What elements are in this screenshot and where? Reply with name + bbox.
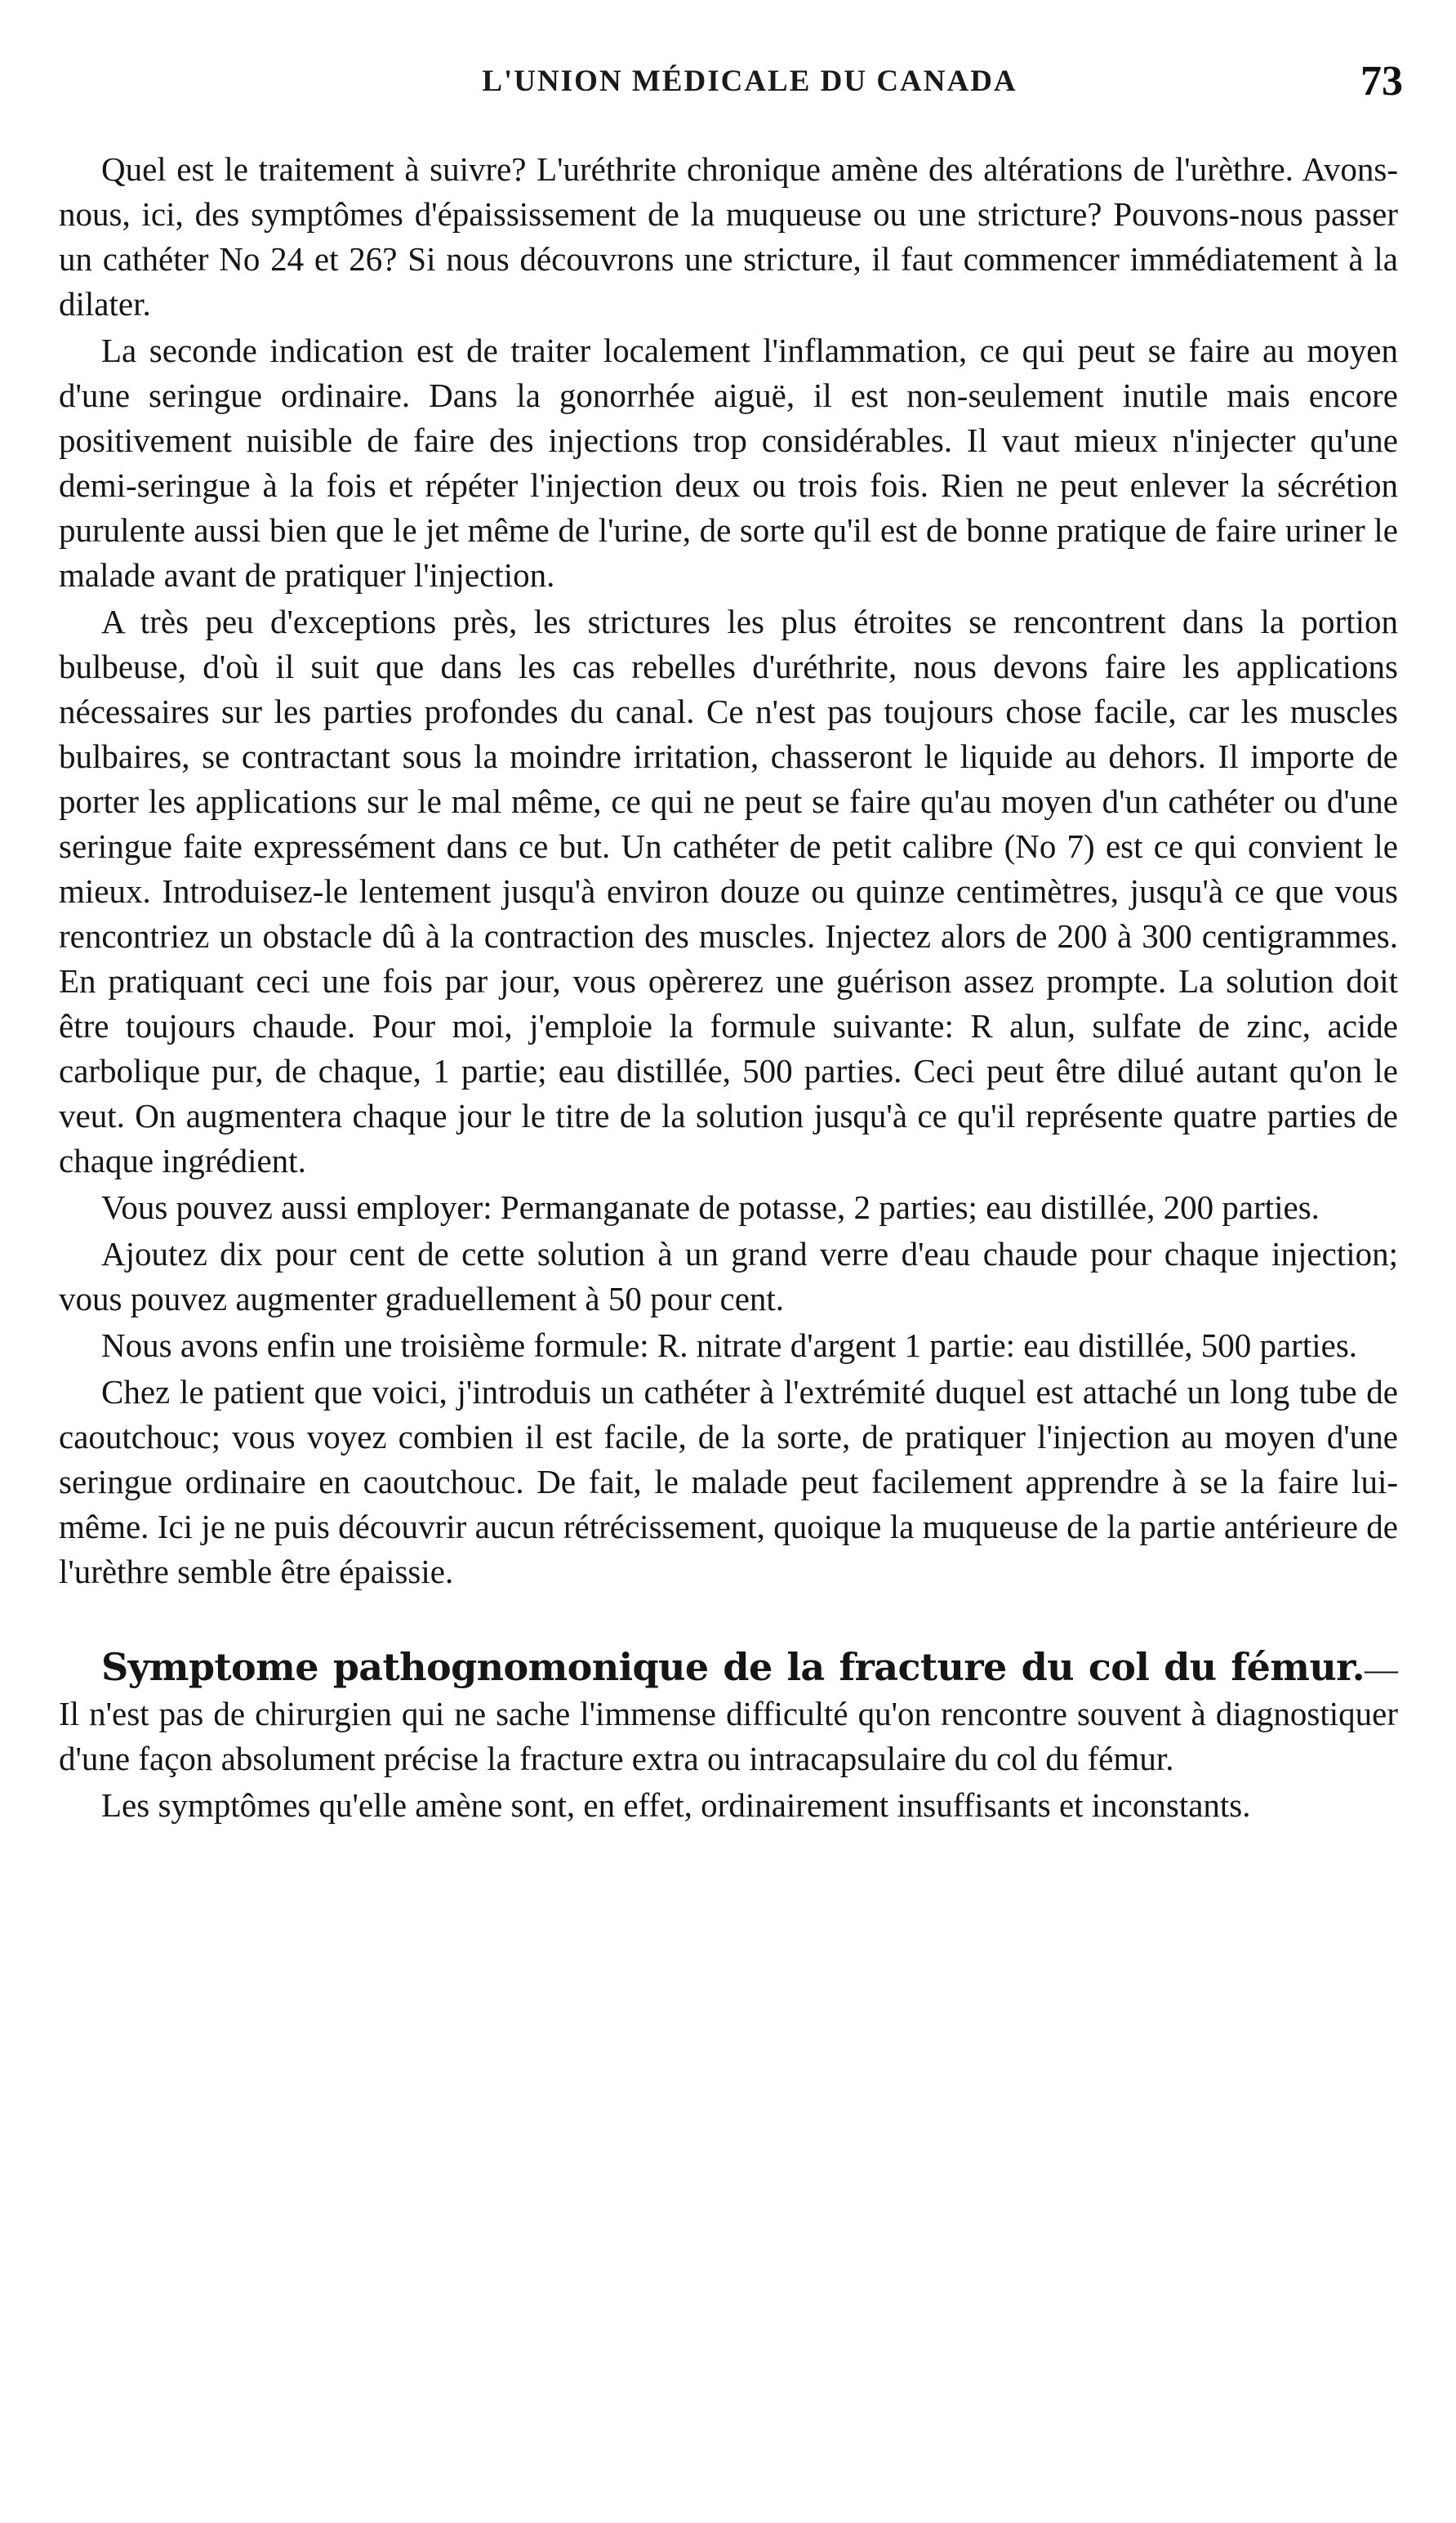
paragraph-symptoms: Les symptômes qu'elle amène sont, en effet, ordinairement insuffisants et inconstants. bbox=[101, 1786, 1251, 1824]
paragraph-third-formula: Nous avons enfin une troisième formule: R. nitrate d'argent 1 partie: eau distillée, 500 parties. bbox=[101, 1326, 1358, 1364]
paragraph-local-inflammation: La seconde indication est de traiter localement l'inflammation, ce qui peut se faire au moyen d'une seringue ordinaire. Dans la gonorrhée aiguë, il est non-seulement inutile mais encore positivement nuisible de faire des injections trop considérables. Il vaut mieux n'injecter qu'une demi-seringue à la fois et répéter l'injection deux ou trois fois. Rien ne peut enlever la sécrétion purulente aussi bien que le jet même de l'urine, de sorte qu'il est de bonne pratique de faire uriner le malade avant de pratiquer l'injection. bbox=[59, 332, 1398, 594]
page-number: 73 bbox=[1360, 58, 1403, 105]
section-spacer bbox=[59, 1596, 1398, 1645]
paragraph-dilution: Ajoutez dix pour cent de cette solution à un grand verre d'eau chaude pour chaque injection; vous pouvez augmenter graduellement à 50 pour cent. bbox=[59, 1235, 1398, 1317]
paragraph-strictures: A très peu d'exceptions près, les strictures les plus étroites se rencontrent dans la portion bulbeuse, d'où il suit que dans les cas rebelles d'uréthrite, nous devons faire les applications nécessaires sur les parties profondes du canal. Ce n'est pas toujours chose facile, car les muscles bulbaires, se contractant sous la moindre irritation, chasseront le liquide au dehors. Il importe de porter les applications sur le mal même, ce qui ne peut se faire qu'au moyen d'un cathéter ou d'une seringue faite expressément dans ce but. Un cathéter de petit calibre (No 7) est ce qui convient le mieux. Introduisez-le lentement jusqu'à environ douze ou quinze centimètres, jusqu'à ce que vous rencontriez un obstacle dû à la contraction des muscles. Injectez alors de 200 à 300 centigrammes. En pratiquant ceci une fois par jour, vous opèrerez une guérison assez prompte. La solution doit être toujours chaude. Pour moi, j'emploie la formule suivante: R alun, sulfate de zinc, acide carbolique pur, de chaque, 1 partie; eau distillée, 500 parties. Ceci peut être dilué autant qu'on le veut. On augmentera chaque jour le titre de la solution jusqu'à ce qu'il représente quatre parties de chaque ingrédient. bbox=[59, 603, 1398, 1179]
paragraph-patient-demo: Chez le patient que voici, j'introduis un cathéter à l'extrémité duquel est attaché un long tube de caoutchouc; vous voyez combien il est facile, de la sorte, de pratiquer l'injection au moyen d'une seringue ordinaire en caoutchouc. De fait, le malade peut facilement apprendre à se la faire lui-même. Ici je ne puis découvrir aucun rétrécissement, quoique la muqueuse de la partie antérieure de l'urèthre semble être épaissie. bbox=[59, 1373, 1398, 1590]
running-head bbox=[96, 58, 1403, 113]
paragraph-treatment-question: Quel est le traitement à suivre? L'uréthrite chronique amène des altérations de l'urèthre. Avons-nous, ici, des symptômes d'épaississement de la muqueuse ou une stricture? Pouvons-nous passer un cathéter No 24 et 26? Si nous découvrons une stricture, il faut commencer immédiatement à la dilater. bbox=[59, 150, 1398, 323]
article-body bbox=[59, 147, 1398, 1830]
journal-title: L'UNION MÉDICALE DU CANADA bbox=[482, 65, 1017, 98]
section-first-text: —Il n'est pas de chirurgien qui ne sache l'immense difficulté qu'on rencontre souvent à diagnostiquer d'une façon absolument précise la fracture extra ou intracapsulaire du col du fémur. bbox=[59, 1650, 1398, 1777]
section-heading: Symptome pathognomonique de la fracture du col du fémur. bbox=[101, 1645, 1365, 1689]
paragraph-permanganate: Vous pouvez aussi employer: Permanganate de potasse, 2 parties; eau distillée, 200 parties. bbox=[101, 1188, 1320, 1226]
section-opening-paragraph bbox=[59, 1645, 1398, 1781]
